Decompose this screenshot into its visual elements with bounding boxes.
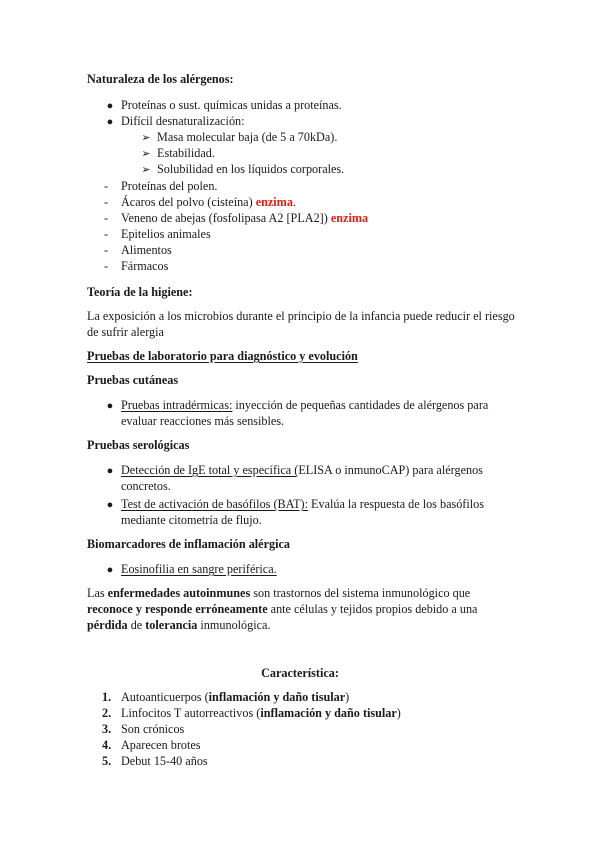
- bullet-icon: ●: [106, 499, 114, 511]
- dash-item: Fármacos: [121, 259, 169, 273]
- ige-link[interactable]: Detección de IgE total y específica (: [121, 463, 299, 477]
- list-item: [104, 113, 116, 130]
- heading-pruebas-serologicas: Pruebas serológicas: [87, 438, 190, 452]
- dash-item: Epitelios animales: [121, 227, 211, 241]
- bullet-icon: ●: [106, 400, 114, 412]
- paragraph-line: de sufrir alergia: [87, 325, 164, 339]
- bullet-text: [121, 397, 488, 413]
- bullet-text-line2: mediante citometría de flujo.: [121, 513, 262, 527]
- bullet-text: Proteínas o sust. químicas unidas a proteínas.: [121, 98, 342, 112]
- bullet-icon: ●: [106, 116, 114, 128]
- numbered-item: Aparecen brotes: [121, 738, 201, 752]
- text-run: Las: [87, 586, 108, 600]
- dash-marker: -: [104, 179, 109, 193]
- numbered-item: [121, 689, 349, 705]
- dash-item-text: Proteínas del polen.: [121, 179, 218, 193]
- text-run: ante células y tejidos propios debido a una: [267, 602, 478, 616]
- bullet-icon: ●: [106, 100, 114, 112]
- dash-item-text: Veneno de abejas (fosfolipasa A2 [PLA2]): [121, 211, 331, 225]
- paragraph-line: [87, 601, 477, 617]
- item-text: Autoanticuerpos (: [121, 690, 209, 704]
- bullet-text: Difícil desnaturalización:: [121, 114, 245, 128]
- dash-item: [121, 194, 296, 210]
- item-tail: ): [396, 706, 401, 720]
- bullet-icon: ●: [106, 564, 114, 576]
- heading-higiene: Teoría de la higiene:: [87, 285, 193, 299]
- bold-run: inflamación y daño tisular: [260, 706, 397, 720]
- numbered-item: Debut 15-40 años: [121, 754, 208, 768]
- bullet-text-rest: Evalúa la respuesta de los basófilos: [307, 497, 484, 511]
- dash-marker: -: [104, 195, 109, 209]
- bold-run: reconoce y responde erróneamente: [87, 602, 268, 616]
- item-tail: ): [345, 690, 350, 704]
- paragraph-line: La exposición a los microbios durante el principio de la infancia puede reducir el riesgo: [87, 309, 515, 323]
- list-number: 3.: [102, 722, 112, 736]
- bullet-icon: ●: [106, 465, 114, 477]
- bullet-text-rest: inyección de pequeñas cantidades de alérgenos para: [232, 398, 489, 412]
- text-run: de: [127, 618, 146, 632]
- list-number: 2.: [102, 706, 112, 720]
- enzima-highlight: enzima: [255, 195, 293, 209]
- heading-caracteristica: Característica:: [261, 666, 339, 680]
- bat-link[interactable]: Test de activación de basófilos (BAT):: [121, 497, 308, 511]
- sub-item: Estabilidad.: [157, 146, 215, 160]
- dash-item-text: Ácaros del polvo (cisteína): [121, 195, 256, 209]
- list-number: 4.: [102, 738, 112, 752]
- dash-marker: -: [104, 227, 109, 241]
- dash-item: [121, 178, 217, 194]
- bullet-text: [121, 462, 483, 478]
- heading-pruebas-laboratorio: Pruebas de laboratorio para diagnóstico y evolución: [87, 349, 358, 363]
- arrow-icon: ➢: [141, 164, 151, 176]
- text-run: son trastornos del sistema inmunológico que: [250, 586, 471, 600]
- dash-item: [121, 210, 368, 226]
- dash-marker: -: [104, 243, 109, 257]
- list-number: 5.: [102, 754, 112, 768]
- arrow-icon: ➢: [141, 148, 151, 160]
- list-number: 1.: [102, 690, 112, 704]
- bullet-text: [121, 496, 484, 512]
- arrow-icon: ➢: [141, 132, 151, 144]
- bold-run: pérdida: [87, 618, 128, 632]
- sub-item: Solubilidad en los líquidos corporales.: [157, 162, 345, 176]
- sub-item: Masa molecular baja (de 5 a 70kDa).: [157, 130, 338, 144]
- heading-naturaleza: Naturaleza de los alérgenos:: [87, 72, 234, 86]
- enzima-highlight: enzima: [330, 211, 369, 225]
- heading-biomarcadores: Biomarcadores de inflamación alérgica: [87, 537, 290, 551]
- bold-run: inflamación y daño tisular: [208, 690, 346, 704]
- heading-pruebas-cutaneas: Pruebas cutáneas: [87, 373, 179, 387]
- dash-item: Alimentos: [121, 243, 172, 257]
- bullet-text-line2: evaluar reacciones más sensibles.: [121, 414, 285, 428]
- bullet-text-line2: concretos.: [121, 479, 171, 493]
- bold-run: tolerancia: [145, 618, 198, 632]
- text-run: inmunológica.: [197, 618, 271, 632]
- item-text: Linfocitos T autorreactivos (: [121, 706, 261, 720]
- dash-marker: -: [104, 259, 109, 273]
- dash-marker: -: [104, 211, 109, 225]
- paragraph-line: [87, 585, 470, 601]
- numbered-item: [121, 705, 401, 721]
- bold-run: enfermedades autoinmunes: [107, 586, 251, 600]
- dash-item-tail: .: [292, 195, 296, 209]
- list-item: [104, 97, 116, 114]
- intradermicas-link[interactable]: Pruebas intradérmicas:: [121, 398, 233, 412]
- eosinofilia-link[interactable]: Eosinofilia en sangre periférica.: [121, 562, 277, 576]
- numbered-item: Son crónicos: [121, 722, 185, 736]
- paragraph-line: [87, 617, 271, 633]
- bullet-text-rest: ELISA o inmunoCAP) para alérgenos: [298, 463, 483, 477]
